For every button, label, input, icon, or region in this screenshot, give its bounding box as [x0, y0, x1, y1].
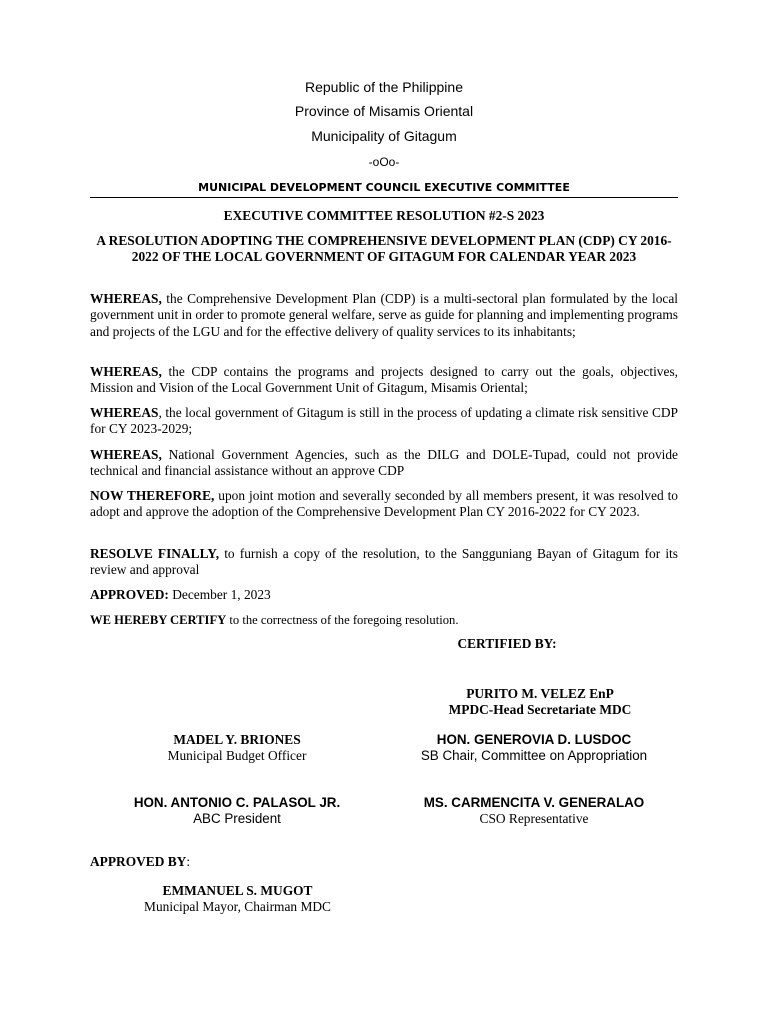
signatory-position: Municipal Budget Officer	[167, 748, 307, 763]
council-name: MUNICIPAL DEVELOPMENT COUNCIL EXECUTIVE COMMITTEE	[198, 181, 570, 194]
signatory-velez	[390, 686, 690, 718]
paragraph-lead: WHEREAS,	[90, 364, 162, 379]
paragraph-lead: NOW THEREFORE,	[90, 488, 215, 503]
header-separator: -oOo-	[368, 155, 400, 169]
paragraph-lead: WHEREAS,	[90, 447, 162, 462]
signatory-position: ABC President	[193, 811, 281, 826]
paragraph-text: the CDP contains the programs and projects designed to carry out the goals, objectives, Mission and Vision of the Local Government Unit of Gitagum, Misamis Oriental;	[90, 364, 678, 396]
paragraph-lead: WHEREAS,	[90, 291, 162, 306]
approved-date	[90, 587, 678, 603]
resolution-title: A RESOLUTION ADOPTING THE COMPREHENSIVE DEVELOPMENT PLAN (CDP) CY 2016-2022 OF THE LOCAL GOVERNMENT OF GITAGUM FOR CALENDAR YEAR 2023	[96, 233, 672, 265]
paragraph-text: to furnish a copy of the resolution, to the Sangguniang Bayan of Gitagum for its review and approval	[90, 546, 678, 578]
signatory-name: PURITO M. VELEZ EnP	[466, 686, 614, 701]
paragraph-whereas-4	[90, 447, 678, 480]
header-province: Province of Misamis Oriental	[294, 103, 474, 119]
signatory-mugot	[100, 883, 375, 915]
paragraph-text: , the local government of Gitagum is still in the process of updating a climate risk sensitive CDP for CY 2023-2029;	[90, 405, 678, 437]
signatory-name: MADEL Y. BRIONES	[173, 732, 301, 747]
signatory-position: CSO Representative	[479, 811, 589, 826]
signatory-position: MPDC-Head Secretariate MDC	[448, 702, 632, 717]
certify-text: to the correctness of the foregoing resolution.	[226, 613, 459, 627]
resolution-number: EXECUTIVE COMMITTEE RESOLUTION #2-S 2023	[223, 208, 545, 223]
signatory-briones	[117, 732, 357, 764]
signatory-position: Municipal Mayor, Chairman MDC	[144, 899, 331, 914]
signatory-position: SB Chair, Committee on Appropriation	[420, 748, 648, 763]
paragraph-text: National Government Agencies, such as the DILG and DOLE-Tupad, could not provide technical and financial assistance without an approve CDP	[90, 447, 678, 479]
signatory-generalao	[378, 795, 690, 827]
paragraph-lead: RESOLVE FINALLY,	[90, 546, 220, 561]
signatory-name: MS. CARMENCITA V. GENERALAO	[423, 795, 645, 810]
certify-lead: WE HEREBY CERTIFY	[90, 613, 227, 627]
header-republic: Republic of the Philippine	[305, 79, 463, 95]
paragraph-whereas-2	[90, 364, 678, 397]
header-divider	[90, 197, 678, 198]
paragraph-resolve-finally	[90, 546, 678, 579]
paragraph-text: upon joint motion and severally seconded by all members present, it was resolved to adopt and approve the adoption of the Comprehensive Development Plan CY 2016-2022 for CY 2023.	[90, 488, 678, 520]
certified-by-label: CERTIFIED BY:	[457, 636, 557, 651]
certify-statement	[90, 612, 678, 628]
signatory-lusdoc	[378, 732, 690, 764]
paragraph-whereas-1	[90, 291, 678, 340]
approved-lead: APPROVED:	[90, 587, 169, 602]
signatory-name: HON. ANTONIO C. PALASOL JR.	[133, 795, 341, 810]
paragraph-now-therefore	[90, 488, 678, 521]
approved-text: December 1, 2023	[168, 587, 271, 602]
paragraph-text: the Comprehensive Development Plan (CDP) is a multi-sectoral plan formulated by the local government unit in order to promote general welfare, serve as guide for planning and implementing programs and projects of the LGU and for the effective delivery of quality services to its inhabitants;	[90, 291, 678, 339]
signatory-name: HON. GENEROVIA D. LUSDOC	[436, 732, 632, 747]
header-municipality: Municipality of Gitagum	[311, 128, 457, 144]
paragraph-whereas-3	[90, 405, 678, 438]
paragraph-lead: WHEREAS	[90, 405, 159, 420]
signatory-palasol	[102, 795, 372, 827]
signatory-name: EMMANUEL S. MUGOT	[162, 883, 313, 898]
approved-by-label: APPROVED BY:	[90, 854, 191, 869]
